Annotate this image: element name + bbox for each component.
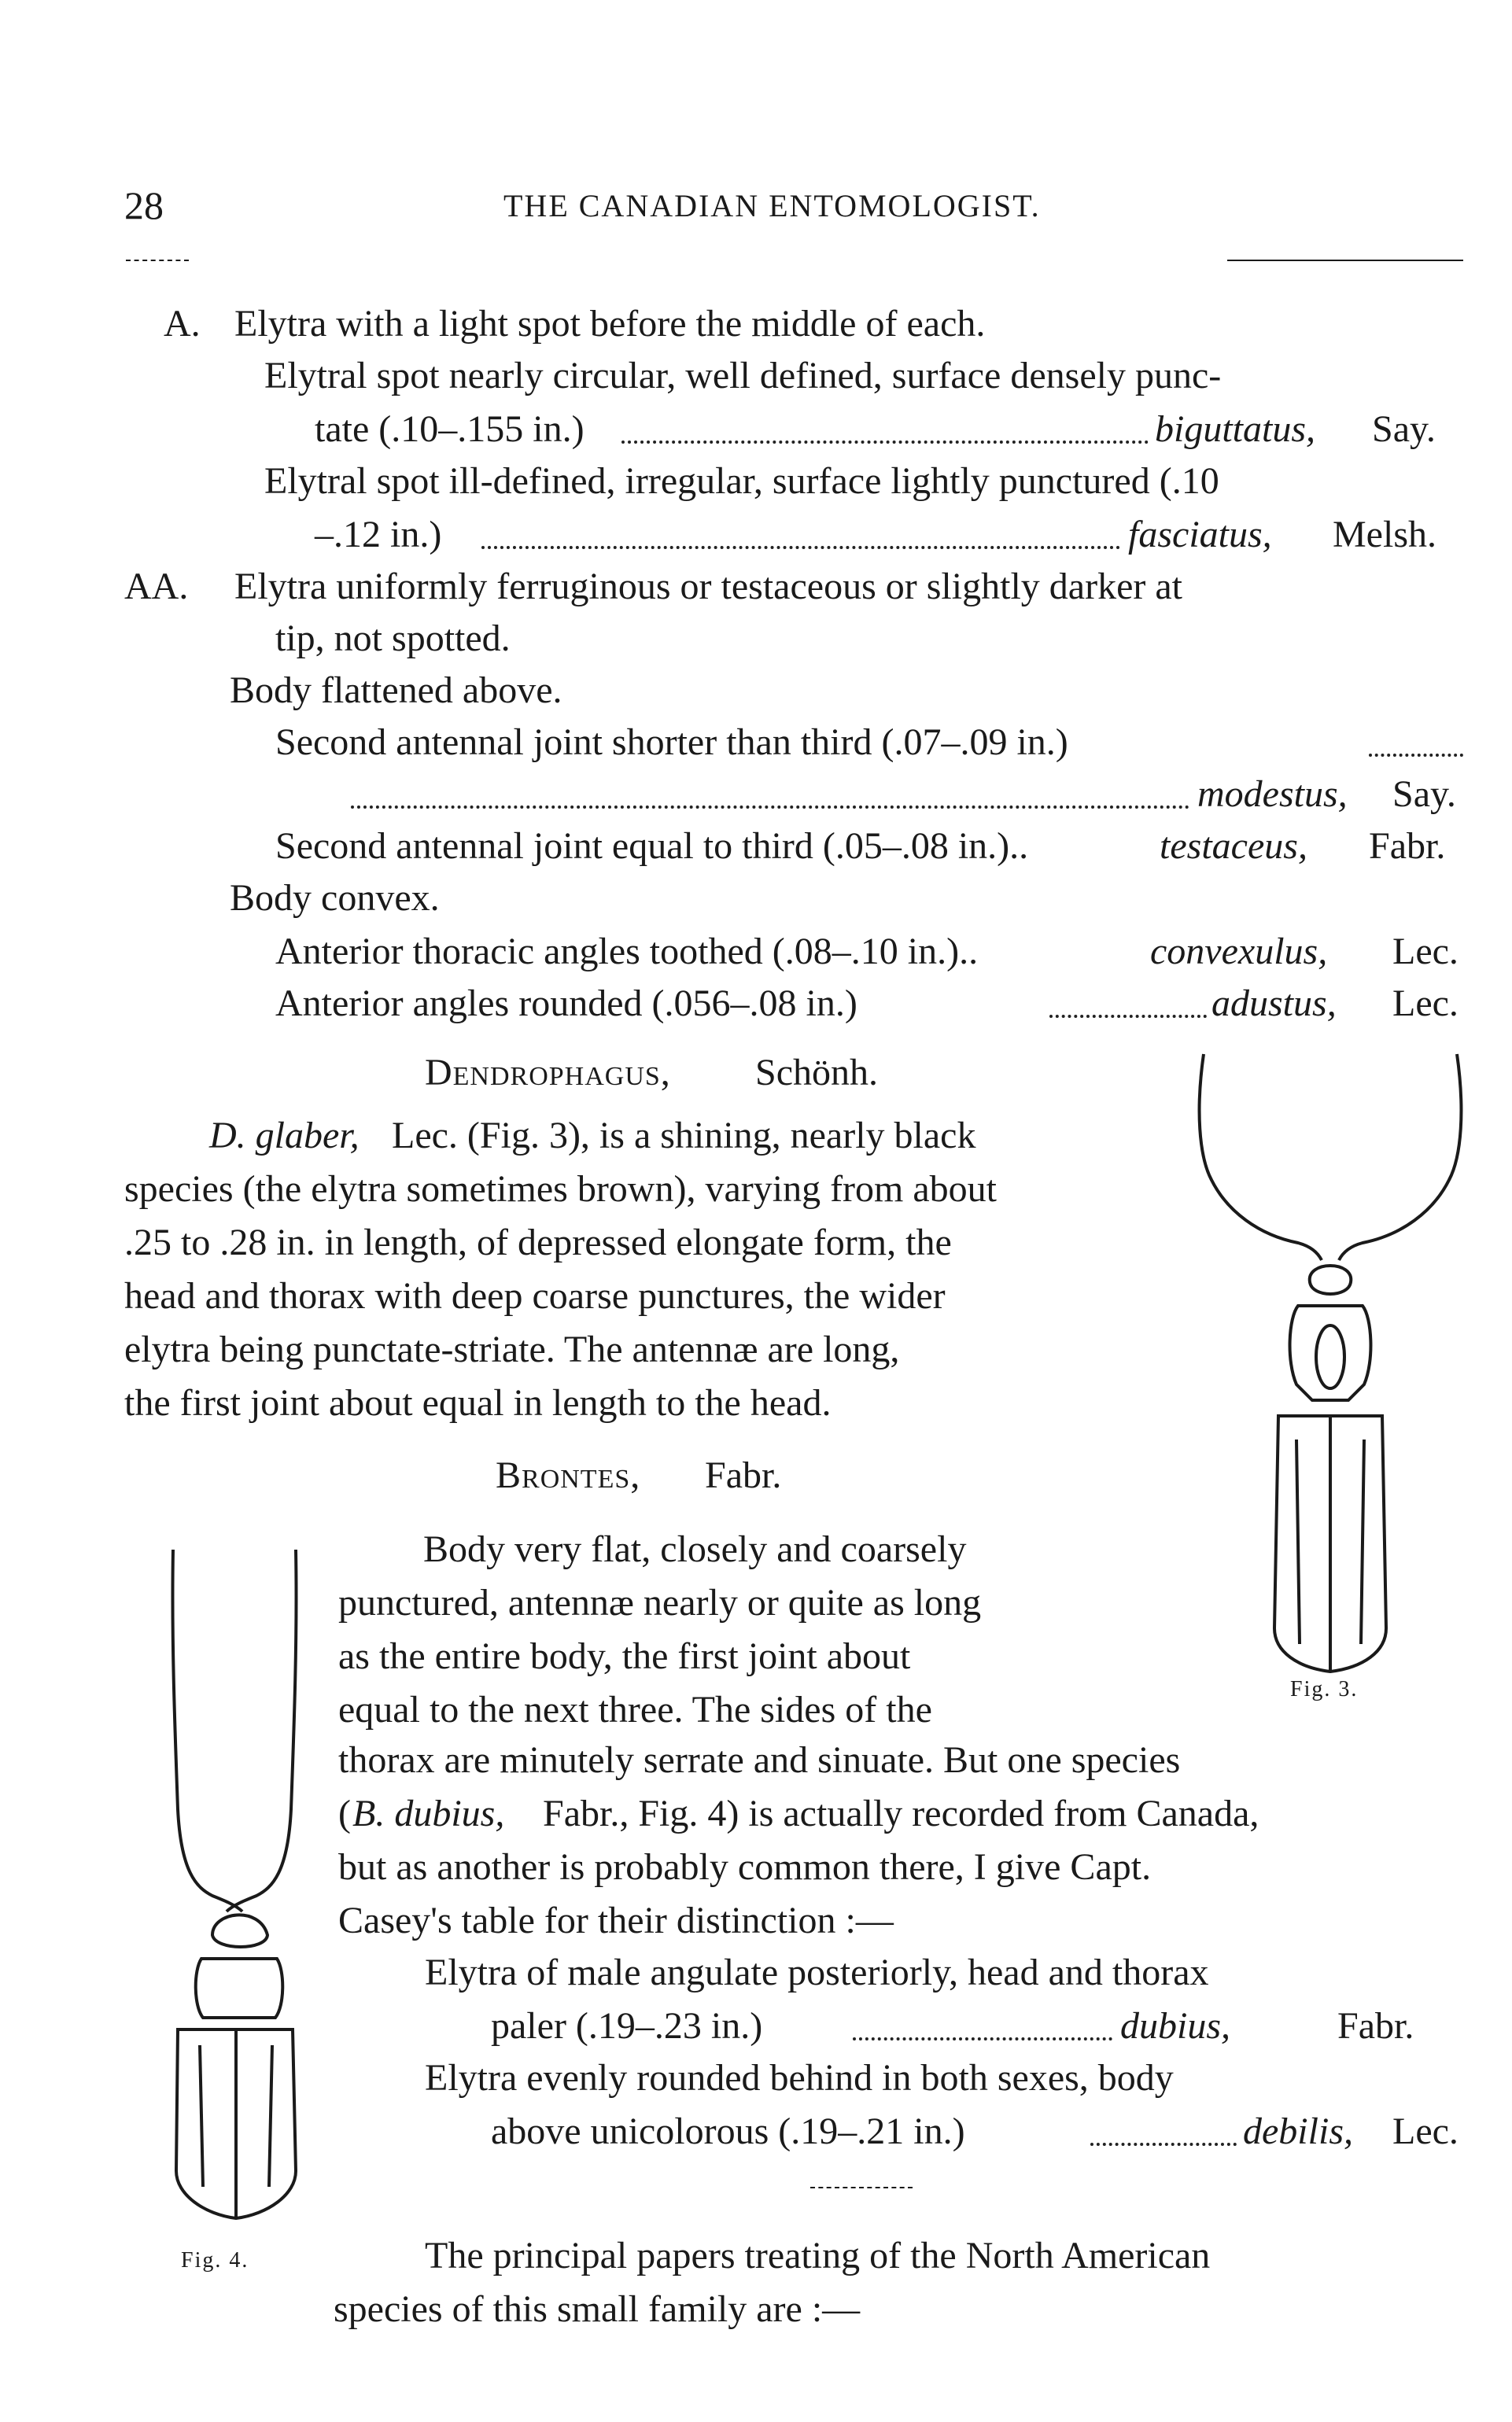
paragraph-line: thorax are minutely serrate and sinuate. But one species — [338, 1739, 1181, 1781]
paragraph-line: Body very flat, closely and coarsely — [423, 1528, 967, 1570]
closing-line: species of this small family are :— — [334, 2288, 861, 2330]
left-antenna — [1200, 1054, 1322, 1260]
thorax — [196, 1959, 283, 2018]
brontes-key1-author: Fabr. — [1337, 2005, 1414, 2047]
key-c1-text: Anterior thoracic angles toothed (.08–.10 in.).. — [275, 931, 979, 972]
key-c1-name: convexulus, — [1150, 931, 1328, 972]
right-antenna — [227, 1550, 297, 1911]
key-body-flat: Body flattened above. — [230, 669, 562, 711]
key-c2-name: adustus, — [1211, 982, 1337, 1024]
section-rule — [810, 2187, 913, 2188]
brontes-heading: Brontes, — [496, 1454, 641, 1496]
dendrophagus-heading: Dendrophagus, — [425, 1052, 671, 1093]
closing-line: The principal papers treating of the North American — [425, 2235, 1211, 2276]
dendrophagus-author: Schönh. — [755, 1052, 878, 1093]
header-rule-left — [126, 260, 189, 261]
key-aa-line1: Elytra uniformly ferruginous or testaceous or slightly darker at — [234, 566, 1182, 607]
page-number: 28 — [124, 183, 164, 227]
paragraph-line: but as another is probably common there, I give Capt. — [338, 1846, 1152, 1888]
paragraph-line: Lec. (Fig. 3), is a shining, nearly black — [392, 1115, 976, 1156]
figure-4-label: Fig. 4. — [181, 2248, 249, 2273]
leader-dots — [1090, 2143, 1237, 2146]
key-b1-line1: Second antennal joint shorter than third (.07–.09 in.) — [275, 721, 1068, 763]
elytral-stria — [1361, 1440, 1364, 1644]
key-b1-author: Say. — [1392, 773, 1456, 815]
brontes-key1-line1: Elytra of male angulate posteriorly, head and thorax — [425, 1952, 1209, 1993]
paragraph-line-open: ( — [338, 1793, 351, 1834]
key-b2-author: Fabr. — [1369, 825, 1446, 867]
running-title: THE CANADIAN ENTOMOLOGIST. — [503, 188, 1041, 223]
key-aa-label: AA. — [124, 566, 189, 607]
brontes-key2-line1: Elytra evenly rounded behind in both sexes, body — [425, 2057, 1174, 2099]
brontes-key2-name: debilis, — [1243, 2110, 1353, 2152]
key-aa-line2: tip, not spotted. — [275, 617, 511, 659]
brontes-key1-line2: paler (.19–.23 in.) — [491, 2005, 763, 2047]
thorax — [1290, 1306, 1371, 1400]
key-a-label: A. — [164, 303, 201, 345]
paragraph-line: head and thorax with deep coarse punctures, the wider — [124, 1275, 946, 1317]
paragraph-line: the first joint about equal in length to the head. — [124, 1382, 832, 1424]
right-antenna — [1339, 1054, 1461, 1260]
header-rule-right — [1227, 260, 1463, 261]
elytral-stria — [200, 2045, 203, 2187]
key-body-convex: Body convex. — [230, 877, 440, 919]
key-a2-line2: –.12 in.) — [315, 514, 442, 555]
key-b2-name: testaceus, — [1160, 825, 1307, 867]
leader-dots — [853, 2037, 1112, 2040]
head — [1310, 1266, 1352, 1294]
figure-4-beetle-illustration — [149, 1542, 354, 2226]
brontes-author: Fabr. — [705, 1454, 782, 1496]
key-a-text: Elytra with a light spot before the middle of each. — [234, 303, 986, 345]
paragraph-line: .25 to .28 in. in length, of depressed elongate form, the — [124, 1222, 952, 1263]
leader-dots — [1369, 754, 1463, 757]
head — [212, 1915, 267, 1947]
key-c1-author: Lec. — [1392, 931, 1459, 972]
brontes-key1-name: dubius, — [1120, 2005, 1231, 2047]
leader-dots — [621, 441, 1149, 444]
key-b2-text: Second antennal joint equal to third (.05–.08 in.).. — [275, 825, 1029, 867]
brontes-key2-author: Lec. — [1392, 2110, 1459, 2152]
figure-3-beetle-illustration — [1180, 1046, 1479, 1675]
thorax-marking — [1316, 1325, 1344, 1388]
paragraph-line: Casey's table for their distinction :— — [338, 1900, 894, 1941]
paragraph-line: as the entire body, the first joint about — [338, 1635, 911, 1677]
paragraph-line: species (the elytra sometimes brown), varying from about — [124, 1168, 998, 1210]
paragraph-line: equal to the next three. The sides of the — [338, 1689, 932, 1731]
key-a1-line2: tate (.10–.155 in.) — [315, 408, 585, 450]
key-a1-author: Say. — [1372, 408, 1436, 450]
key-a1-line1: Elytral spot nearly circular, well defined, surface densely punc- — [264, 355, 1222, 396]
key-b1-name: modestus, — [1197, 773, 1348, 815]
key-c2-author: Lec. — [1392, 982, 1459, 1024]
elytral-stria — [1296, 1440, 1300, 1644]
elytral-stria — [269, 2045, 272, 2187]
key-c2-text: Anterior angles rounded (.056–.08 in.) — [275, 982, 857, 1024]
key-a2-author: Melsh. — [1333, 514, 1436, 555]
dendrophagus-species: D. glaber, — [209, 1115, 360, 1156]
leader-dots — [481, 546, 1120, 549]
paragraph-line: Fabr., Fig. 4) is actually recorded from Canada, — [543, 1793, 1259, 1834]
leader-dots — [1049, 1015, 1207, 1018]
brontes-key2-line2: above unicolorous (.19–.21 in.) — [491, 2110, 965, 2152]
key-a1-name: biguttatus, — [1155, 408, 1316, 450]
figure-3-label: Fig. 3. — [1290, 1677, 1359, 1701]
key-a2-name: fasciatus, — [1128, 514, 1272, 555]
left-antenna — [172, 1550, 242, 1911]
paragraph-line: elytra being punctate-striate. The antennæ are long, — [124, 1329, 900, 1370]
leader-dots — [351, 805, 1189, 809]
brontes-species: B. dubius, — [352, 1793, 505, 1834]
key-a2-line1: Elytral spot ill-defined, irregular, surface lightly punctured (.10 — [264, 460, 1219, 502]
paragraph-line: punctured, antennæ nearly or quite as long — [338, 1582, 982, 1624]
